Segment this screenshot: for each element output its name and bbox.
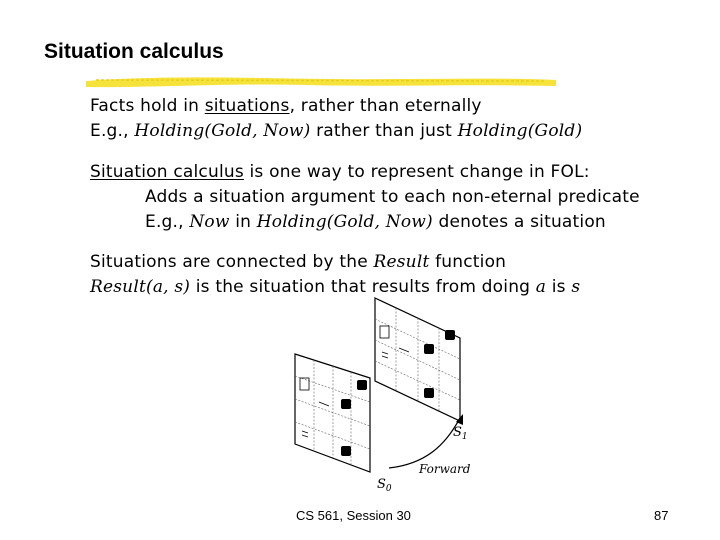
pit-icon	[357, 380, 367, 390]
label-forward: Forward	[419, 462, 471, 476]
pit-icon	[341, 399, 351, 409]
text-line-5: E.g., Now in Holding(Gold, Now) denotes a situation	[145, 212, 606, 232]
footer-text: CS 561, Session 30	[296, 508, 411, 523]
forward-arrow	[389, 414, 463, 468]
term-situation-calculus: Situation calculus	[90, 162, 244, 182]
text-line-6: Situations are connected by the Result function	[90, 252, 507, 272]
text-line-2: E.g., Holding(Gold, Now) rather than just Holding(Gold)	[90, 121, 583, 141]
slide-title: Situation calculus	[44, 40, 224, 63]
pit-icon	[445, 330, 455, 340]
situation-diagram	[285, 296, 485, 496]
page-number: 87	[654, 508, 669, 523]
term-situations: situations	[204, 96, 290, 116]
text-line-4: Adds a situation argument to each non-eternal predicate	[145, 187, 640, 207]
text-line-3: Situation calculus is one way to represent change in FOL:	[90, 162, 590, 182]
label-s1: $S_1$	[453, 425, 468, 442]
board-s1	[375, 298, 460, 421]
text-line-1: Facts hold in situations, rather than eternally	[90, 96, 482, 116]
board-s0	[295, 354, 370, 472]
pit-icon	[424, 388, 434, 398]
pit-icon	[341, 446, 351, 456]
label-s0: $S_0$	[377, 477, 392, 494]
title-highlight-rule	[86, 72, 556, 90]
text-line-7: Result(a, s) is the situation that results from doing a is s	[90, 277, 581, 297]
pit-icon	[424, 344, 434, 354]
